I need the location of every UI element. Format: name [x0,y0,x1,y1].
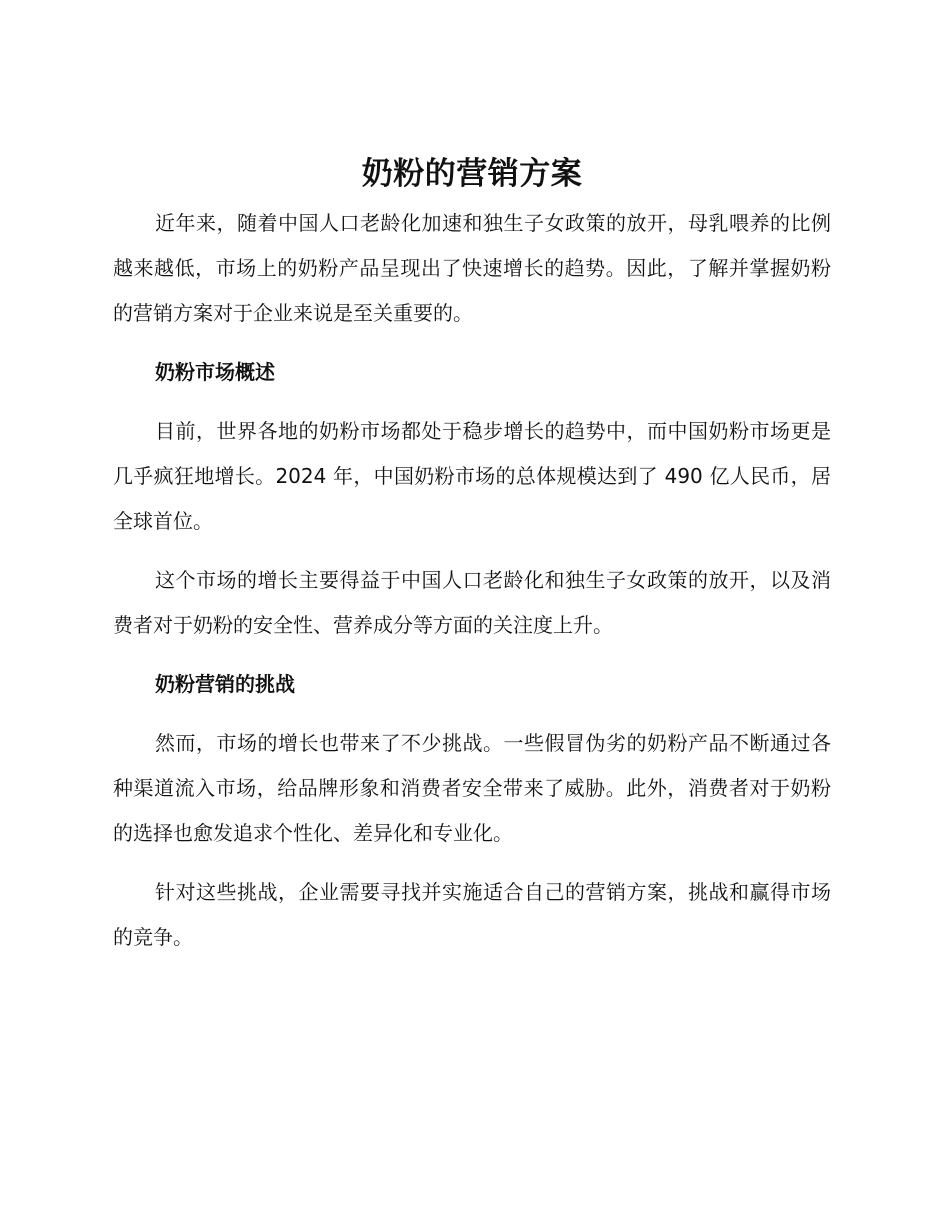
paragraph: 目前，世界各地的奶粉市场都处于稳步增长的趋势中，而中国奶粉市场更是几乎疯狂地增长。2024 年，中国奶粉市场的总体规模达到了 490 亿人民币，居全球首位。 [113,419,831,533]
paragraph: 这个市场的增长主要得益于中国人口老龄化和独生子女政策的放开，以及消费者对于奶粉的安全性、营养成分等方面的关注度上升。 [113,568,831,637]
intro-paragraph: 近年来，随着中国人口老龄化加速和独生子女政策的放开，母乳喂养的比例越来越低，市场上的奶粉产品呈现出了快速增长的趋势。因此，了解并掌握奶粉的营销方案对于企业来说是至关重要的。 [113,211,831,325]
section-heading-marketing-challenges: 奶粉营销的挑战 [155,672,295,696]
paragraph: 然而，市场的增长也带来了不少挑战。一些假冒伪劣的奶粉产品不断通过各种渠道流入市场，给品牌形象和消费者安全带来了威胁。此外，消费者对于奶粉的选择也愈发追求个性化、差异化和专业化。 [113,731,831,845]
section-heading-market-overview: 奶粉市场概述 [155,360,275,384]
document-title: 奶粉的营销方案 [361,156,583,192]
paragraph: 针对这些挑战，企业需要寻找并实施适合自己的营销方案，挑战和赢得市场的竞争。 [113,880,831,949]
document-body [113,150,831,974]
